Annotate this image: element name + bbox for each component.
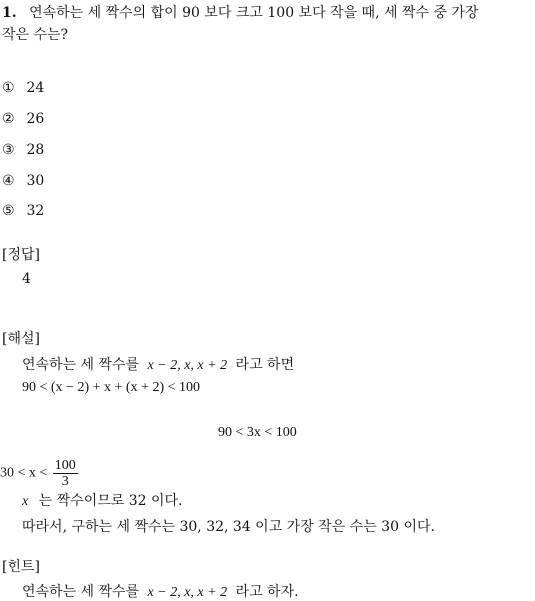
option-value: 28 — [26, 142, 45, 158]
option-mark: ① — [2, 80, 15, 96]
option-mark: ④ — [2, 173, 15, 189]
explanation-line-5 — [22, 490, 182, 510]
question-text: 연속하는 세 짝수의 합이 90 보다 크고 100 보다 작을 때, 세 짝수 중 가장 — [29, 5, 479, 21]
option-value: 26 — [26, 111, 45, 127]
option-3[interactable] — [2, 142, 44, 158]
explanation-inequality-3 — [0, 458, 80, 489]
option-mark: ⑤ — [2, 203, 15, 219]
hint-label: [힌트] — [2, 559, 40, 575]
hint-text: 연속하는 세 짝수를 — [22, 584, 140, 600]
option-mark: ② — [2, 111, 15, 127]
explanation-label: [해설] — [2, 331, 40, 347]
fraction — [53, 458, 78, 489]
variable-x: x — [22, 494, 29, 509]
explanation-conclusion: 따라서, 구하는 세 짝수는 30, 32, 34 이고 가장 작은 수는 30 이다. — [22, 519, 435, 535]
hint-math: x − 2, x, x + 2 — [147, 585, 228, 600]
explanation-inequality-2: 90 < 3x < 100 — [218, 425, 297, 440]
answer-value: 4 — [22, 271, 31, 287]
inequality-left: 30 < x < — [0, 465, 48, 481]
question-line-1 — [2, 2, 478, 22]
option-5[interactable] — [2, 203, 44, 219]
question-line-2: 작은 수는? — [2, 27, 69, 43]
option-mark: ③ — [2, 142, 15, 158]
option-4[interactable] — [2, 173, 44, 189]
option-value: 32 — [26, 203, 45, 219]
explanation-math: x − 2, x, x + 2 — [147, 358, 228, 373]
fraction-denominator: 3 — [61, 474, 69, 489]
explanation-text: 연속하는 세 짝수를 — [22, 357, 140, 373]
question-number: 1. — [2, 5, 17, 21]
fraction-numerator: 100 — [54, 458, 76, 473]
option-value: 30 — [26, 173, 45, 189]
option-value: 24 — [26, 80, 45, 96]
explanation-inequality-1: 90 < (x − 2) + x + (x + 2) < 100 — [22, 380, 201, 395]
answer-label: [정답] — [2, 247, 40, 263]
option-2[interactable] — [2, 111, 44, 127]
explanation-text: 라고 하면 — [235, 357, 295, 373]
explanation-line-1 — [22, 354, 294, 374]
hint-line — [22, 581, 299, 601]
option-1[interactable] — [2, 80, 44, 96]
hint-text: 라고 하자. — [235, 584, 299, 600]
explanation-text: 는 짝수이므로 32 이다. — [38, 493, 183, 509]
